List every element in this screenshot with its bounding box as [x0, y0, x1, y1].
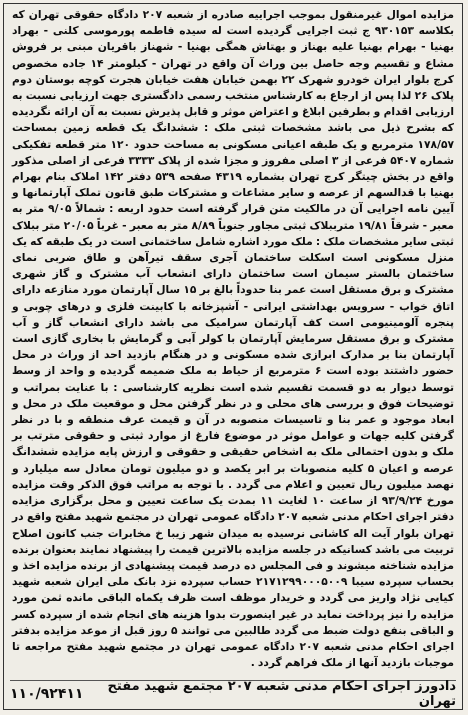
legal-notice-clipping: [3, 3, 463, 710]
notice-footer: [10, 679, 456, 709]
notice-code: ۱۱۰/۹۲۴۱۱: [10, 686, 84, 702]
notice-body-text: مزایده اموال غیرمنقول بموجب اجراییه صادره از شعبه ۲۰۷ دادگاه حقوقی تهران که بکلاسه ۹۳۰۱۵۳ ج ثبت اجرایی گردیده است له سیده فاطمه پورموسی کلنی - بهراد بهنیا - بهرام بهنیا علیه بهناز و بهتاش همگی بهنیا - شهناز باقریان مبنی بر فروش مشاع و تقسیم وجه حاصل بین وراث آن واقع در تهران - کیلومتر ۱۴ جاده مخصوص کرج بلوار ایران خودرو شهرک ۲۲ بهمن خیابان هفت خیابان هجرت کوچه بوستان دوم پلاک ۲۶ لذا پس از ارجاع به کارشناس منتخب رسمی دادگستری جهت ارزیابی نسبت به ارزیابی اقدام و بطرفین ابلاغ و اعتراض موثر و قابل پذیرش نسبت به آن ارائه نگردیده که بشرح ذیل می باشد مشخصات ثبتی ملک : ششدانگ یک قطعه زمین بمساحت ۱۷۸/۵۷ مترمربع و یک طبقه اعیانی مسکونی به مساحت حدود ۱۲۰ متر قطعه تفکیکی شماره ۵۴۰۷ فرعی از ۳ اصلی مفروز و مجزا شده از پلاک ۳۳۳۳ فرعی از اصلی مذکور واقع در بخش چیتگر کرج تهران بشماره ۴۳۱۹ صفحه ۵۳۹ دفتر ۱۴۲ املاک بنام بهرام بهنیا با قدالسهم از عرصه و سایر مشاعات و مشترکات طبق قانون تملک آپارتمانها و آیین نامه اجرایی آن در مالکیت متن قرار گرفته است حدود اربعه : شمالاً ۹/۰۵ متر به معبر - شرقاً ۱۹/۸۱ مترببلاک ثبتی مجاور جنوباً ۸/۸۹ متر به معبر - غرباً ۲۰/۰۵ متر ببلاک ثبتی سایر مشخصات ملک : ملک مورد اشاره شامل ساختمانی است در یک طبقه که یک منزل مسکونی است اسکلت ساختمان آجری سقف تیرآهن و طاق ضربی نمای ساختمان بالستر سیمان است ساختمان دارای انشعاب آب مشترک و گاز شهری مشترک و برق مستقل است عمر بنا حدوداً بالغ بر ۱۵ سال آپارتمان مورد منازعه دارای اتاق خواب - سرویس بهداشتی ایرانی - آشپزخانه با کابینت فلزی و درهای چوبی و پنجره آلومینیومی است کف آپارتمان سرامیک می باشد دارای انشعاب گاز و آب مشترک و برق مستقل سرمایش آپارتمان با کولر آبی و گرمایش با بخاری گازی است آپارتمان بنا بر مدارک ابرازی شده مسکونی و در هنگام بازدید احد از وراث در محل حضور داشتند بوده است ۶ مترمربع از حیاط به ملک ضمیمه گردیده و واحد از وسط توسط دیوار به دو قسمت تقسیم شده است نظریه کارشناسی : با عنایت بمراتب و توضیحات فوق و بررسی های محلی و در نظر گرفتن محل و موقعیت ملک در محل و ابعاد موجود و عمر بنا و تاسیسات منصوبه در آن و قیمت عرف منطقه و با در نظر گرفتن کلیه جهات و عوامل موثر در موضوع فارغ از موارد ثبتی و حقوقی مترتب بر ملک و بدون احتمالی ملک به اشخاص حقیقی و حقوقی و ارزش پایه مزایده ششدانگ عرصه و اعیان ۵ کلیه منصوبات بر ابر یکصد و دو میلیون تومان معادل سه میلیارد و نهصد میلیون ریال تعیین و اعلام می گردد . با توجه به مراتب فوق الذکر وقت مزایده مورخ ۹۳/۹/۲۴ از ساعت ۱۰ لغایت ۱۱ بمدت یک ساعت تعیین و محل برگزاری مزایده دفتر اجرای احکام مدنی شعبه ۲۰۷ دادگاه عمومی تهران در مجتمع شهید مفتح واقع در تهران بلوار آیت اله کاشانی نرسیده به میدان شهر زیبا خ مخابرات جنب کانون اصلاح تربیت می باشد کسانیکه در جلسه مزایده بالاترین قیمت را پیشنهاد نمایند بعنوان برنده مزایده شناخته میشوند و فی المجلس ده درصد قیمت پیشنهادی از برنده مزایده اخذ و بحساب سپرده سیبا ۲۱۷۱۲۹۹۰۰۰۵۰۰۹ حساب سپرده نزد بانک ملی ایران شعبه شهید کیایی نژاد واریز می گردد و خریدار موظف است ظرف یکماه الباقی مانده ثمن مورد مزایده را نیز پرداخت نماید در غیر اینصورت بدوا هزینه های انجام شده از سپرده کسر و الباقی بنفع دولت ضبط می گردد طالبین می توانند ۵ روز قبل از موعد مزایده بدفتر اجرای احکام مدنی شعبه ۲۰۷ دادگاه عمومی تهران در مجتمع شهید مفتح مراجعه تا موجبات بازدید آنها از ملک فراهم گردد .: [12, 8, 455, 670]
issuer-signature: دادورز اجرای احکام مدنی شعبه ۲۰۷ مجتمع شهید مفتح تهران: [107, 679, 456, 709]
notice-body: [12, 7, 454, 671]
